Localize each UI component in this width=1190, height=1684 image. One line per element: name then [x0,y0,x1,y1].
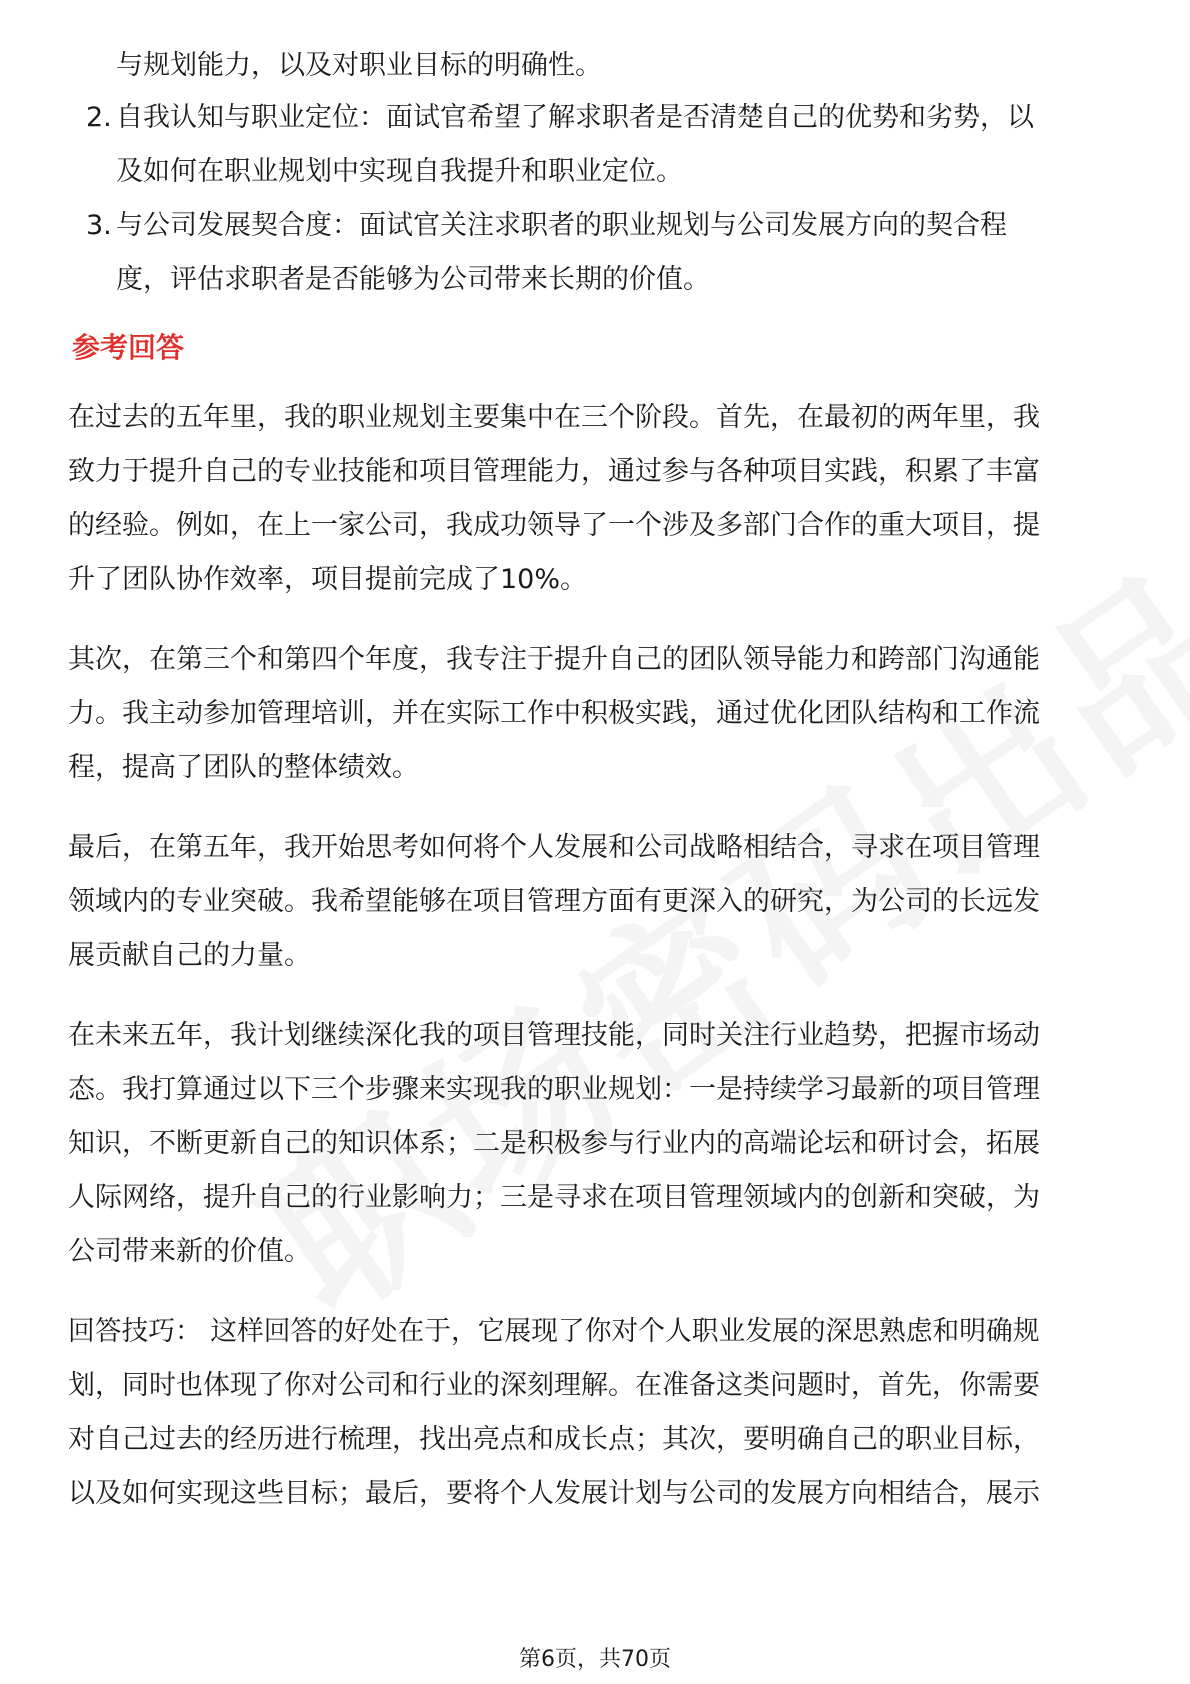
paragraph-3-line-3: 展贡献自己的力量。 [68,940,311,971]
paragraph-4-line-3: 知识，不断更新自己的知识体系；二是积极参与行业内的高端论坛和研讨会，拓展 [68,1128,1040,1159]
list-item-3-line-1: 与公司发展契合度：面试官关注求职者的职业规划与公司发展方向的契合程 [116,210,1007,241]
paragraph-5-line-2: 划，同时也体现了你对公司和行业的深刻理解。在准备这类问题时，首先，你需要 [68,1370,1040,1401]
watermark [209,496,1190,1361]
paragraph-5-line-4: 以及如何实现这些目标；最后，要将个人发展计划与公司的发展方向相结合，展示 [68,1478,1040,1509]
paragraph-4-line-2: 态。我打算通过以下三个步骤来实现我的职业规划：一是持续学习最新的项目管理 [68,1074,1040,1105]
list-item-1-continuation: 与规划能力，以及对职业目标的明确性。 [116,50,602,81]
paragraph-4-line-5: 公司带来新的价值。 [68,1236,311,1267]
paragraph-4-line-1: 在未来五年，我计划继续深化我的项目管理技能，同时关注行业趋势，把握市场动 [68,1020,1040,1051]
paragraph-1-line-4: 升了团队协作效率，项目提前完成了10%。 [68,564,588,595]
paragraph-5-line-3: 对自己过去的经历进行梳理，找出亮点和成长点；其次，要明确自己的职业目标， [68,1424,1040,1455]
paragraph-2-line-3: 程，提高了团队的整体绩效。 [68,752,419,783]
paragraph-1-line-1: 在过去的五年里，我的职业规划主要集中在三个阶段。首先，在最初的两年里，我 [68,402,1040,433]
paragraph-4-line-4: 人际网络，提升自己的行业影响力；三是寻求在项目管理领域内的创新和突破，为 [68,1182,1040,1213]
list-item-2-number: 2. [86,102,112,133]
list-item-3-number: 3. [86,210,112,241]
paragraph-5-line-1: 回答技巧： 这样回答的好处在于，它展现了你对个人职业发展的深思熟虑和明确规 [68,1316,1040,1347]
list-item-3-line-2: 度，评估求职者是否能够为公司带来长期的价值。 [116,264,710,295]
list-item-2-line-2: 及如何在职业规划中实现自我提升和职业定位。 [116,156,683,187]
list-item-2-line-1: 自我认知与职业定位：面试官希望了解求职者是否清楚自己的优势和劣势，以 [116,102,1034,133]
paragraph-3-line-2: 领域内的专业突破。我希望能够在项目管理方面有更深入的研究，为公司的长远发 [68,886,1040,917]
paragraph-3-line-1: 最后，在第五年，我开始思考如何将个人发展和公司战略相结合，寻求在项目管理 [68,832,1040,863]
paragraph-2-line-2: 力。我主动参加管理培训，并在实际工作中积极实践，通过优化团队结构和工作流 [68,698,1040,729]
paragraph-2-line-1: 其次，在第三个和第四个年度，我专注于提升自己的团队领导能力和跨部门沟通能 [68,644,1040,675]
answer-heading: 参考回答 [72,331,185,364]
page-number-footer: 第6页，共70页 [519,1647,671,1672]
paragraph-1-line-2: 致力于提升自己的专业技能和项目管理能力，通过参与各种项目实践，积累了丰富 [68,456,1040,487]
paragraph-1-line-3: 的经验。例如，在上一家公司，我成功领导了一个涉及多部门合作的重大项目，提 [68,510,1040,541]
